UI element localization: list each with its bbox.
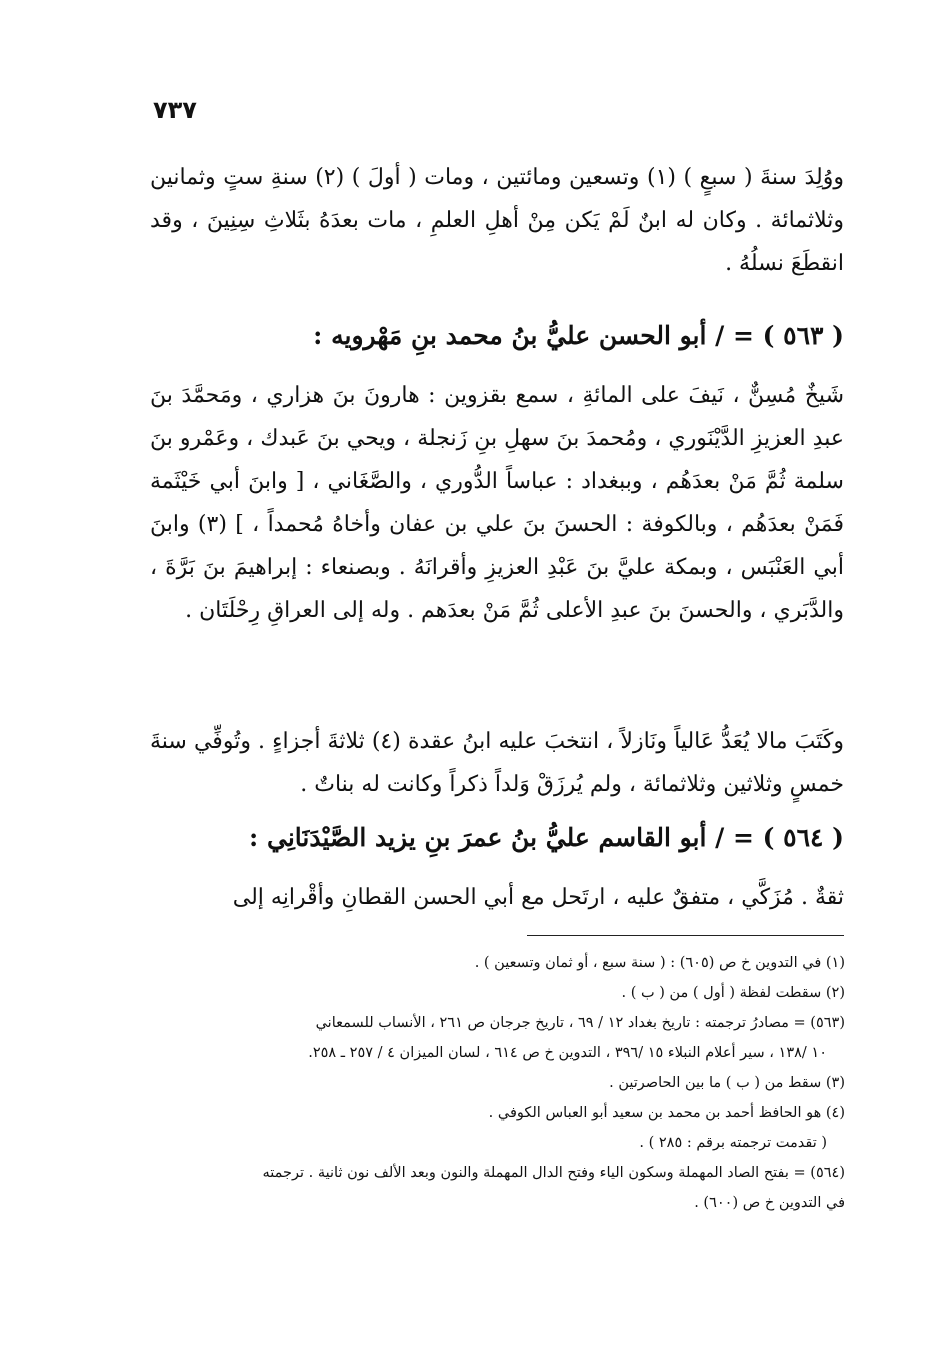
footnote-1: (١) في التدوين خ ص (٦٠٥) : ( سنة سبع ، أو ثمان وتسعين ) . <box>474 955 845 971</box>
footnote-563-sources: (٥٦٣) = مصادرُ ترجمته : تاريخ بغداد ١٢ / ٦٩ ، تاريخ جرجان ص ٢٦١ ، الأنساب للسمعاني <box>315 1015 845 1031</box>
paragraph-birth-death: ووُلِدَ سنةَ ( سبعٍ ) (١) وتسعين ومائتين ، ومات ( أولَ ) (٢) سنةِ ستٍ وثمانين وثلاثمائة . وكان له ابنٌ لَمْ يَكن مِنْ أهلِ العلمِ ، مات بعدَهُ بثَلاثِ سِنِينَ ، وقد انقطَعَ نسلُهُ . <box>150 165 844 276</box>
footnote-564-cont: في التدوين خ ص (٦٠٠) . <box>694 1195 845 1211</box>
footnote-4: (٤) هو الحافظ أحمد بن محمد بن سعيد أبو العباس الكوفي . <box>488 1105 845 1121</box>
footnote-4-cross-reference: ( تقدمت ترجمته برقم : ٢٨٥ ) . <box>639 1135 827 1151</box>
paragraph-entry-564: ثقةٌ . مُزَكَّي ، متفقٌ عليه ، ارتَحل مع أبي الحسن القطانِ وأقْرانِه إلى <box>232 885 844 910</box>
entry-heading-564: ( ٥٦٤ ) = / أبو القاسم عليُّ بنُ عمرَ بنِ يزيد الصَّيْدَنَانِي : <box>249 823 844 852</box>
footnote-2: (٢) سقطت لفظة ( أول ) من ( ب ) . <box>621 985 845 1001</box>
paragraph-entry-563-teachers: شَيخٌ مُسِنٌّ ، نَيفَ على المائةِ ، سمع بقزوين : هارونَ بنَ هزاري ، ومَحمَّدَ بنَ عبدِ العزيزِ الدَّيْنَوري ، ومُحمدَ بنَ سهلِ بنِ زَنجلة ، ويحي بنَ عَبدك ، وعَمْرو بنَ سلمة ثُمَّ مَنْ بعدَهُم ، وببغداد : عباساً الدُّوري ، والصَّغَاني ، [ وابنَ أبي خَيْثَمة فَمَنْ بعدَهُم ، وبالكوفة : الحسنَ بنَ علي بن عفان وأخاهُ مُحمداً ، ] (٣) وابنَ أبي العَنْبَس ، وبمكة عليَّ بنَ عَبْدِ العزيزِ وأقرانَهُ . وبصنعاء : إبراهيمَ بنَ بَرَّةَ ، والدَّبَري ، والحسنَ بنَ عبدِ الأعلى ثُمَّ مَنْ بعدَهم . وله إلى العراقِ رِحْلَتَان . <box>150 383 844 623</box>
footnote-563-sources-cont: ١٠ /١٣٨ ، سير أعلام النبلاء ١٥ /٣٩٦ ، التدوين خ ص ٦١٤ ، لسان الميزان ٤ / ٢٥٧ ـ ٢٥٨. <box>308 1045 827 1061</box>
footnote-564: (٥٦٤) = بفتح الصاد المهملة وسكون الياء وفتح الدال المهملة والنون وبعد الألف نون ثانية . ترجمته <box>262 1165 845 1181</box>
page-number: ٧٣٧ <box>153 96 197 124</box>
footnote-divider <box>527 935 844 936</box>
footnotes <box>155 948 845 1218</box>
paragraph-entry-563-death: وكَتَبَ مالا يُعَدُّ عَالياً ونَازلاً ، انتخبَ عليه ابنُ عقدة (٤) ثلاثةَ أجزاءٍ . وتُوفِّي سنةَ خمسٍ وثلاثين وثلاثمائة ، ولم يُرزَقْ وَلداً ذكراً وكانت له بناتٌ . <box>150 729 844 797</box>
footnote-3: (٣) سقط من ( ب ) ما بين الحاصرتين . <box>609 1075 845 1091</box>
entry-heading-563: ( ٥٦٣ ) = / أبو الحسن عليُّ بنُ محمد بنِ مَهْرويه : <box>313 321 844 350</box>
